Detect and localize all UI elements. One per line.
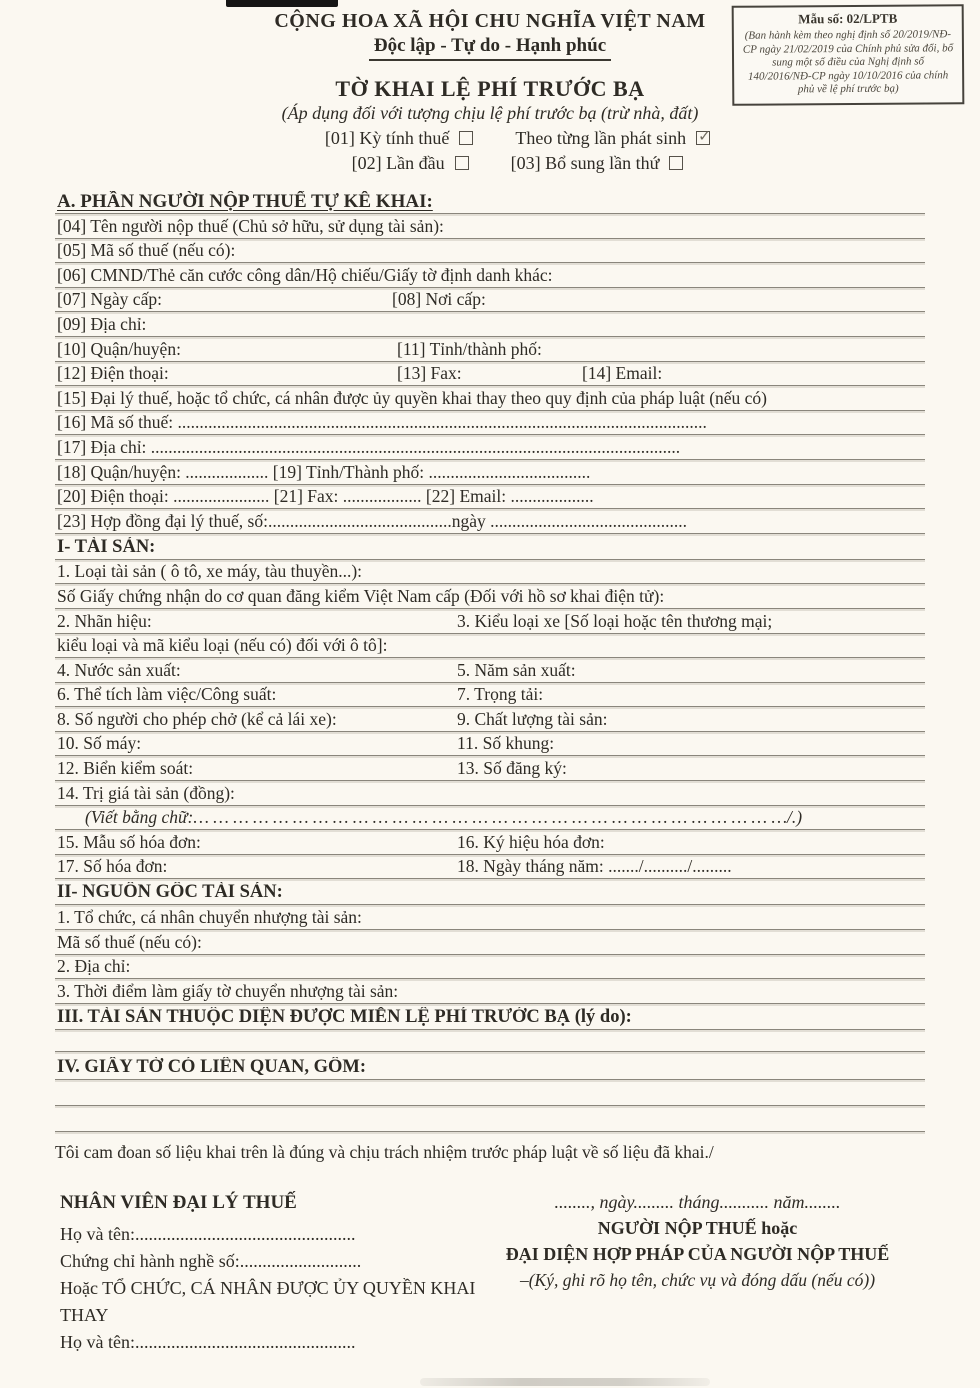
row-invoice-number-date[interactable]: [55, 855, 925, 880]
field-label: 1. Tổ chức, cá nhân chuyển nhượng tài sản:: [57, 907, 362, 928]
checkbox-row-1: [0, 128, 980, 149]
row-07-08-issue[interactable]: [55, 288, 925, 313]
field-label: 1. Loại tài sản ( ô tô, xe máy, tàu thuyền...):: [57, 561, 363, 582]
signature-left-column: [60, 1189, 480, 1356]
field-label: 5. Năm sản xuất:: [457, 659, 576, 680]
section-origin-heading-row: [55, 879, 925, 905]
row-17-agent-address[interactable]: [55, 435, 925, 460]
field-label: 13. Số đăng ký:: [457, 758, 567, 779]
field-label: 16. Ký hiệu hóa đơn:: [457, 831, 605, 852]
agent-fullname-line: Họ và tên:.................................................: [60, 1223, 356, 1244]
section-asset-heading: I- TÀI SẢN:: [57, 536, 156, 557]
label-supplement: [03] Bổ sung lần thứ: [510, 153, 660, 173]
field-label: [11] Tỉnh/thành phố:: [397, 338, 542, 359]
field-label: [04] Tên người nộp thuế (Chủ sở hữu, sử dụng tài sản):: [57, 215, 444, 236]
national-title: CỘNG HOA XÃ HỘI CHU NGHĨA VIỆT NAM: [274, 10, 706, 32]
field-label: 3. Thời điểm làm giấy tờ chuyển nhượng tài sản:: [57, 980, 399, 1001]
field-label: [23] Hợp đồng đại lý thuế, số:..........................................ngày .............................................: [57, 510, 687, 531]
field-label: [06] CMND/Thẻ căn cước công dân/Hộ chiếu/Giấy tờ định danh khác:: [57, 264, 553, 285]
section-docs-heading: IV. GIẤY TỜ CÓ LIÊN QUAN, GỒM:: [57, 1056, 367, 1077]
row-invoice-form-symbol[interactable]: [55, 830, 925, 855]
form-header: [0, 0, 980, 174]
section-docs-heading-row: [55, 1054, 925, 1080]
sign-instruction-note: –(Ký, ghi rõ họ tên, chức vụ và đóng dấu (nếu có)): [519, 1269, 876, 1290]
field-label: 6. Thể tích làm việc/Công suất:: [57, 684, 277, 705]
field-label: [07] Ngày cấp:: [57, 289, 162, 310]
row-model-code-cont[interactable]: [55, 634, 925, 659]
field-label: 11. Số khung:: [457, 733, 555, 754]
field-label: [08] Nơi cấp:: [392, 289, 486, 310]
row-country-year[interactable]: [55, 658, 925, 683]
field-label: Số Giấy chứng nhận do cơ quan đăng kiểm Việt Nam cấp (Đối với hồ sơ khai điện tử):: [57, 585, 665, 606]
field-label: [14] Email:: [582, 363, 663, 384]
row-docs-blank-1[interactable]: [55, 1080, 925, 1106]
row-transferor-address[interactable]: [55, 955, 925, 980]
field-label: 7. Trọng tải:: [457, 684, 544, 705]
field-label: [15] Đại lý thuế, hoặc tổ chức, cá nhân được ủy quyền khai thay theo quy định của pháp luật (nếu có): [57, 387, 768, 408]
field-label: 8. Số người cho phép chở (kể cả lái xe):: [57, 708, 337, 729]
section-asset-heading-row: [55, 534, 925, 560]
form-issuance-note: (Ban hành kèm theo nghị định số 20/2019/NĐ-CP ngày 21/02/2019 của Chính phủ sửa đổi, bổ sung một số điều của Nghị định số 140/2016/NĐ-CP ngày 10/10/2016 của chính phủ về lệ phí trước bạ): [742, 28, 954, 96]
checkbox-row-2: [0, 153, 980, 174]
section-origin-heading: II- NGUỒN GỐC TÀI SẢN:: [57, 882, 283, 903]
tax-agent-staff-title: NHÂN VIÊN ĐẠI LÝ THUẾ: [60, 1191, 297, 1213]
field-label: Mã số thuế (nếu có):: [57, 931, 202, 952]
form-body: [55, 188, 925, 1132]
row-docs-blank-2[interactable]: [55, 1106, 925, 1132]
row-transferor[interactable]: [55, 905, 925, 930]
authorized-fullname-line: Họ và tên:.................................................: [60, 1331, 356, 1352]
checkbox-tax-period[interactable]: [459, 131, 473, 145]
signature-right-column: [480, 1189, 925, 1356]
row-engine-chassis[interactable]: [55, 732, 925, 757]
form-number: Mẫu số: 02/LPTB: [798, 10, 898, 27]
row-transfer-date[interactable]: [55, 979, 925, 1004]
checkbox-first-time[interactable]: [455, 156, 469, 170]
row-05-tax-code[interactable]: [55, 239, 925, 264]
national-motto: Độc lập - Tự do - Hạnh phúc: [373, 35, 607, 56]
row-capacity-tonnage[interactable]: [55, 683, 925, 708]
field-label: 14. Trị giá tài sản (đồng):: [57, 782, 235, 803]
label-per-occurrence: Theo từng lần phát sinh: [515, 128, 687, 148]
declaration-statement: Tôi cam đoan số liệu khai trên là đúng và chịu trách nhiệm trước pháp luật về số liệu đã khai./: [55, 1141, 714, 1162]
field-label: [18] Quận/huyện: ................... [19] Tỉnh/Thành phố: .....................................: [57, 461, 591, 482]
label-tax-period: [01] Kỳ tính thuế: [324, 128, 450, 148]
row-12-13-14-phone-fax-email[interactable]: [55, 362, 925, 387]
field-label: 15. Mẫu số hóa đơn:: [57, 831, 201, 852]
row-exempt-blank[interactable]: [55, 1030, 925, 1052]
row-value-in-words[interactable]: [55, 806, 925, 831]
signature-block: [60, 1189, 925, 1356]
checkbox-per-occurrence[interactable]: [696, 131, 710, 145]
field-label: [12] Điện thoại:: [57, 363, 169, 384]
field-label: kiểu loại và mã kiểu loại (nếu có) đối với ô tô]:: [57, 635, 388, 656]
checkbox-supplement[interactable]: [669, 156, 683, 170]
section-a-heading: A. PHẦN NGƯỜI NỘP THUẾ TỰ KÊ KHAI:: [57, 191, 433, 212]
field-label: [09] Địa chỉ:: [57, 313, 147, 334]
form-title: TỜ KHAI LỆ PHÍ TRƯỚC BẠ: [335, 76, 645, 101]
field-label: 2. Địa chỉ:: [57, 956, 131, 977]
row-16-agent-tax-code[interactable]: [55, 411, 925, 436]
row-seats-quality[interactable]: [55, 707, 925, 732]
section-exempt-heading: III. TÀI SẢN THUỘC DIỆN ĐƯỢC MIỄN LỆ PHÍ TRƯỚC BẠ (lý do):: [57, 1006, 632, 1027]
field-label: [16] Mã số thuế: .........................................................................................................................: [57, 412, 707, 433]
field-label: 17. Số hóa đơn:: [57, 856, 168, 877]
taxpayer-role-line-1: NGƯỜI NỘP THUẾ hoặc: [597, 1217, 798, 1238]
row-23-agent-contract[interactable]: [55, 509, 925, 534]
row-transferor-tax-code[interactable]: [55, 930, 925, 955]
row-04-taxpayer-name[interactable]: [55, 214, 925, 239]
row-06-id-number[interactable]: [55, 263, 925, 288]
row-asset-value[interactable]: [55, 781, 925, 806]
row-09-address[interactable]: [55, 312, 925, 337]
field-label: 12. Biển kiểm soát:: [57, 758, 194, 779]
field-label: 18. Ngày tháng năm: ......./........../.........: [457, 856, 732, 877]
field-label: 2. Nhãn hiệu:: [57, 610, 152, 631]
authorized-org-line: Hoặc TỔ CHỨC, CÁ NHÂN ĐƯỢC ỦY QUYỀN KHAI THAY: [60, 1277, 476, 1325]
field-label: 10. Số máy:: [57, 733, 142, 754]
motto-underline: [369, 59, 611, 61]
row-plate-registration[interactable]: [55, 756, 925, 781]
row-20-21-22-agent-contact[interactable]: [55, 485, 925, 510]
row-registry-certificate[interactable]: [55, 584, 925, 609]
field-label: [05] Mã số thuế (nếu có):: [57, 240, 236, 261]
field-label: (Viết bằng chữ:… … … … … … … … … … … … … … … … … … … … … … … … … … … … … …/.): [85, 807, 803, 828]
row-brand-model[interactable]: [55, 609, 925, 634]
field-label: [17] Địa chỉ: .........................................................................................................................: [57, 436, 681, 457]
scan-artifact-bottom: [420, 1378, 710, 1386]
form-subtitle: (Áp dụng đối với tượng chịu lệ phí trước bạ (trừ nhà, đất): [281, 103, 699, 123]
row-18-19-agent-district-province[interactable]: [55, 460, 925, 485]
row-15-tax-agent[interactable]: [55, 386, 925, 411]
agent-certificate-line: Chứng chỉ hành nghề số:...........................: [60, 1250, 362, 1271]
field-label: [10] Quận/huyện:: [57, 338, 181, 359]
section-exempt-heading-row: [55, 1004, 925, 1030]
taxpayer-role-line-2: ĐẠI DIỆN HỢP PHÁP CỦA NGƯỜI NỘP THUẾ: [505, 1243, 890, 1264]
field-label: [13] Fax:: [397, 363, 462, 384]
field-label: 4. Nước sản xuất:: [57, 659, 181, 680]
field-label: 3. Kiểu loại xe [Số loại hoặc tên thương mại;: [457, 610, 773, 631]
section-a-heading-row: [55, 188, 925, 214]
form-number-box: [732, 4, 965, 105]
field-label: 9. Chất lượng tài sản:: [457, 708, 608, 729]
field-label: [20] Điện thoại: ...................... [21] Fax: .................. [22] Email: ...................: [57, 486, 594, 507]
label-first-time: [02] Lần đầu: [351, 153, 445, 173]
row-asset-type[interactable]: [55, 560, 925, 585]
date-line: ........, ngày......... tháng........... năm........: [554, 1191, 841, 1212]
row-10-11-district-province[interactable]: [55, 337, 925, 362]
